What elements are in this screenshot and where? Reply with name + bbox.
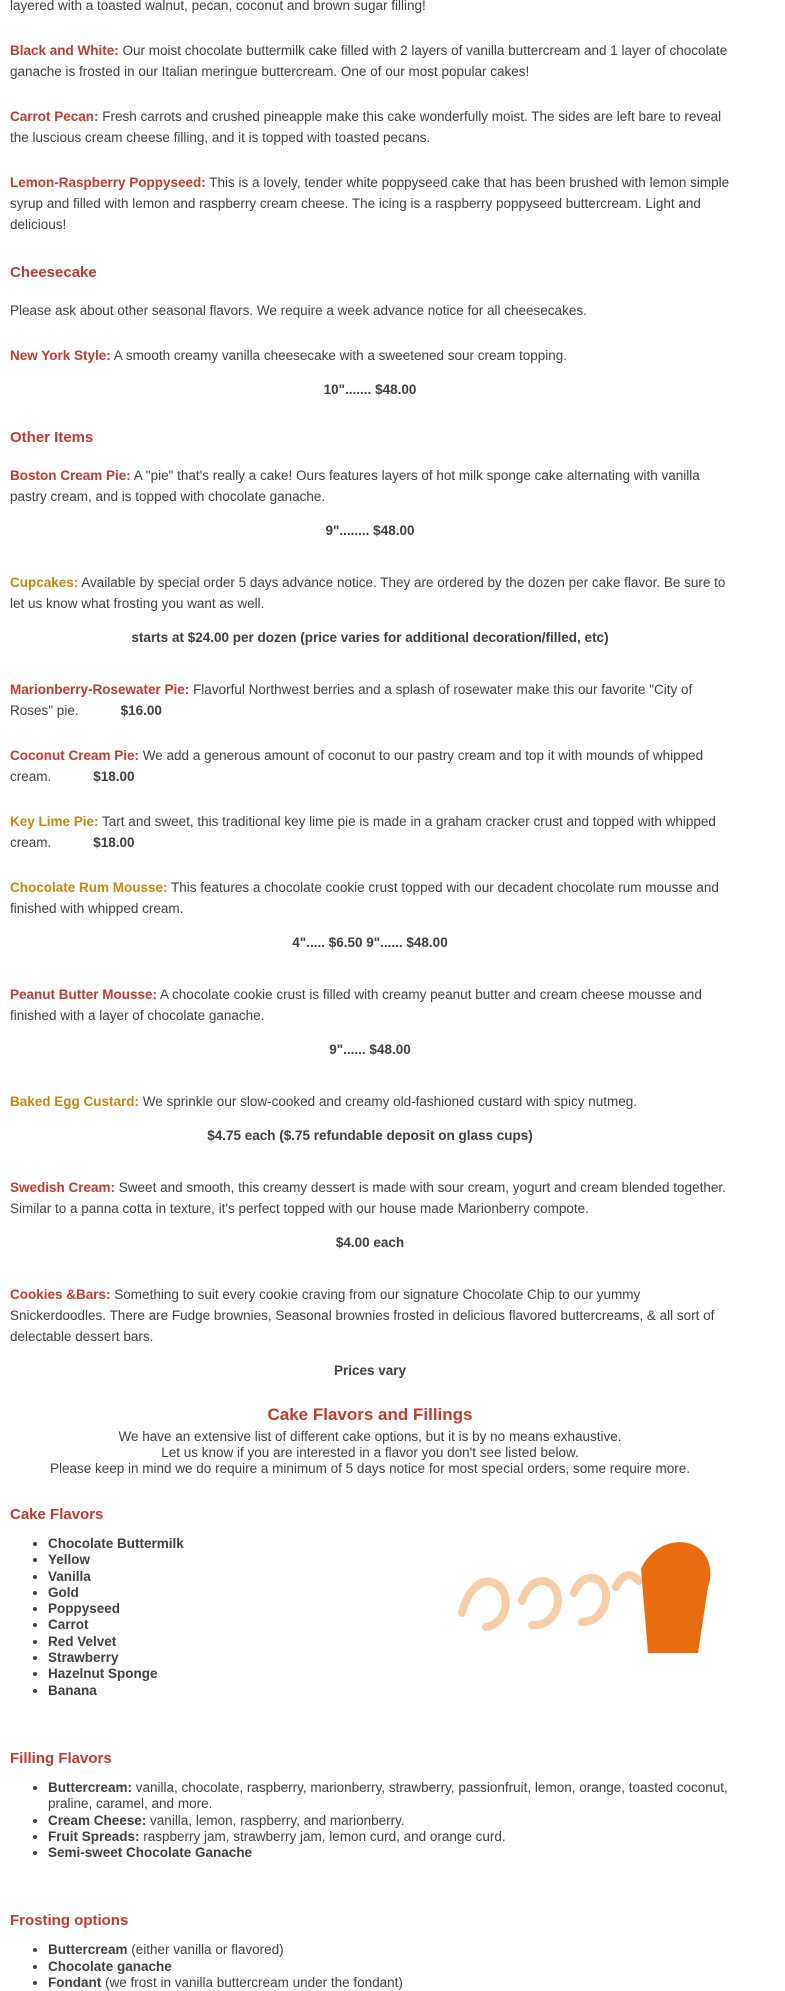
section-heading: Other Items <box>10 429 94 446</box>
menu-item-text: This is a lovely, tender white poppyseed cake that has been brushed with lemon simple syrup and filled with lemon and raspberry cream cheese. The icing is a raspberry poppyseed buttercream. Light and delicious! <box>10 175 730 232</box>
menu-item-text: Something to suit every cookie craving from our signature Chocolate Chip to our yummy Snickerdoodles. There are Fudge brownies, Seasonal brownies frosted in delicious flavored buttercreams, & all sort of delectable dessert bars. <box>10 1287 715 1344</box>
menu-item-label: Peanut Butter Mousse: <box>10 987 158 1002</box>
menu-item-paragraph <box>10 1284 730 1347</box>
menu-item-text: We add a generous amount of coconut to our pastry cream and top it with mounds of whipped cream. <box>10 748 704 784</box>
bullet-list <box>10 1942 730 1991</box>
list-item-label: Strawberry <box>48 1650 119 1666</box>
list-item-label: Hazelnut Sponge <box>48 1666 158 1682</box>
menu-item-text: Flavorful Northwest berries and a splash of rosewater make this our favorite "City of Roses" pie. <box>10 682 693 718</box>
list-item <box>48 1959 730 1975</box>
section-heading: Frosting options <box>10 1912 129 1930</box>
list-item-label: Poppyseed <box>48 1601 121 1617</box>
menu-item-paragraph <box>10 811 730 853</box>
menu-item-label: Baked Egg Custard: <box>10 1094 140 1109</box>
menu-item-text: layered with a toasted walnut, pecan, coconut and brown sugar filling! <box>10 0 426 13</box>
bakery-logo-icon <box>448 1535 718 1653</box>
note-line: We have an extensive list of different cake options, but it is by no means exhaustive. <box>118 1429 622 1444</box>
menu-item-label: Black and White: <box>10 43 119 58</box>
section-heading: Cheesecake <box>10 264 97 281</box>
price-line: Prices vary <box>333 1363 407 1378</box>
list-item <box>48 1683 730 1699</box>
list-item-label: Vanilla <box>48 1568 91 1584</box>
list-item-label: Buttercream <box>48 1942 128 1958</box>
menu-item-price: $18.00 <box>93 835 135 850</box>
menu-item-label: Key Lime Pie: <box>10 814 99 829</box>
menu-item-text: Fresh carrots and crushed pineapple make this cake wonderfully moist. The sides are left bare to reveal the luscious cream cheese filling, and it is topped with toasted pecans. <box>10 109 722 145</box>
list-item-label: Chocolate Buttermilk <box>48 1536 184 1551</box>
menu-item-label: Chocolate Rum Mousse: <box>10 880 168 895</box>
menu-item-label: Cookies &Bars: <box>10 1287 111 1302</box>
price-line: $4.75 each ($.75 refundable deposit on glass cups) <box>207 1128 533 1143</box>
list-item-label: Chocolate ganache <box>48 1958 172 1974</box>
menu-item-label: New York Style: <box>10 348 111 363</box>
list-item-label: Buttercream: <box>48 1779 133 1795</box>
list-item-text: (either vanilla or flavored) <box>127 1942 284 1958</box>
menu-item-label: Boston Cream Pie: <box>10 468 131 483</box>
menu-item-paragraph <box>10 0 730 16</box>
menu-item-paragraph <box>10 1091 730 1112</box>
list-item-label: Banana <box>48 1682 97 1698</box>
bullet-list <box>10 1780 730 1861</box>
menu-item-text: Please ask about other seasonal flavors. We require a week advance notice for all cheesecakes. <box>10 303 587 318</box>
footer-logo-area <box>448 1535 718 1653</box>
price-line: 9"........ $48.00 <box>325 523 415 538</box>
list-item <box>48 1845 730 1861</box>
list-item <box>48 1813 730 1829</box>
list-item-text: raspberry jam, strawberry jam, lemon curd, and orange curd. <box>139 1828 506 1844</box>
menu-item-paragraph <box>10 984 730 1026</box>
menu-item-paragraph <box>10 572 730 614</box>
menu-item-text: A "pie" that's really a cake! Ours features layers of hot milk sponge cake alternating with vanilla pastry cream, and is topped with chocolate ganache. <box>10 468 700 504</box>
list-item-label: Yellow <box>48 1552 91 1568</box>
list-item-label: Fruit Spreads: <box>48 1828 140 1844</box>
section-heading: Filling Flavors <box>10 1749 112 1767</box>
menu-item-text: Available by special order 5 days advance notice. They are ordered by the dozen per cake flavor. Be sure to let us know what frosting you want as well. <box>10 575 726 611</box>
menu-item-text: A chocolate cookie crust is filled with creamy peanut butter and cream cheese mousse and finished with a layer of chocolate ganache. <box>10 987 702 1023</box>
list-item-text: (we frost in vanilla buttercream under the fondant) <box>101 1975 403 1991</box>
list-item <box>48 1666 730 1682</box>
menu-item-paragraph <box>10 106 730 148</box>
menu-item-label: Lemon-Raspberry Poppyseed: <box>10 175 206 190</box>
menu-item-price: $18.00 <box>93 769 135 784</box>
menu-item-text: Our moist chocolate buttermilk cake filled with 2 layers of vanilla buttercream and 1 layer of chocolate ganache is frosted in our Italian meringue buttercream. One of our most popular cakes! <box>10 43 728 79</box>
menu-item-text: Tart and sweet, this traditional key lime pie is made in a graham cracker crust and topped with whipped cream. <box>10 814 716 850</box>
list-item-label: Semi-sweet Chocolate Ganache <box>48 1845 253 1861</box>
list-item-label: Carrot <box>48 1617 89 1633</box>
menu-item-paragraph <box>10 679 730 721</box>
menu-item-paragraph <box>10 300 730 321</box>
list-item-label: Gold <box>48 1584 79 1600</box>
price-line: 10"....... $48.00 <box>323 382 417 397</box>
price-line: starts at $24.00 per dozen (price varies for additional decoration/filled, etc) <box>131 630 609 645</box>
list-item-label: Cream Cheese: <box>48 1812 147 1828</box>
menu-item-paragraph <box>10 172 730 235</box>
menu-item-label: Carrot Pecan: <box>10 109 99 124</box>
menu-item-text: This features a chocolate cookie crust topped with our decadent chocolate rum mousse and finished with whipped cream. <box>10 880 719 916</box>
menu-item-paragraph <box>10 1177 730 1219</box>
list-item-label: Red Velvet <box>48 1633 117 1649</box>
list-item <box>48 1942 730 1958</box>
list-item <box>48 1975 730 1991</box>
menu-item-text: A smooth creamy vanilla cheesecake with a sweetened sour cream topping. <box>110 348 568 363</box>
menu-item-paragraph <box>10 40 730 82</box>
menu-item-paragraph <box>10 877 730 919</box>
list-item <box>48 1829 730 1845</box>
list-item-text: vanilla, chocolate, raspberry, marionberry, strawberry, passionfruit, lemon, orange, toasted coconut, praline, caramel, and more. <box>48 1779 728 1812</box>
list-item-text: vanilla, lemon, raspberry, and marionberry. <box>146 1812 405 1828</box>
section-heading: Cake Flavors <box>10 1506 104 1523</box>
menu-item-label: Coconut Cream Pie: <box>10 748 140 763</box>
menu-item-paragraph <box>10 465 730 507</box>
note-line: Let us know if you are interested in a flavor you don't see listed below. <box>161 1445 579 1460</box>
price-line: 9"...... $48.00 <box>329 1042 411 1057</box>
list-item-label: Fondant <box>48 1975 102 1991</box>
menu-item-label: Swedish Cream: <box>10 1180 116 1195</box>
price-line: $4.00 each <box>335 1235 405 1250</box>
menu-item-price: $16.00 <box>120 703 162 718</box>
menu-item-text: We sprinkle our slow-cooked and creamy old-fashioned custard with spicy nutmeg. <box>139 1094 638 1109</box>
menu-item-text: Sweet and smooth, this creamy dessert is made with sour cream, yogurt and cream blended together. Similar to a panna cotta in texture, it's perfect topped with our house made Marionberry compote. <box>10 1180 726 1216</box>
menu-item-label: Cupcakes: <box>10 575 79 590</box>
list-item <box>48 1780 730 1813</box>
price-line: 4"..... $6.50 9"...... $48.00 <box>292 935 448 950</box>
note-line: Please keep in mind we do require a minimum of 5 days notice for most special orders, some require more. <box>49 1461 691 1476</box>
menu-item-paragraph <box>10 345 730 366</box>
menu-item-paragraph <box>10 745 730 787</box>
menu-item-label: Marionberry-Rosewater Pie: <box>10 682 190 697</box>
section-title: Cake Flavors and Fillings <box>267 1405 473 1424</box>
